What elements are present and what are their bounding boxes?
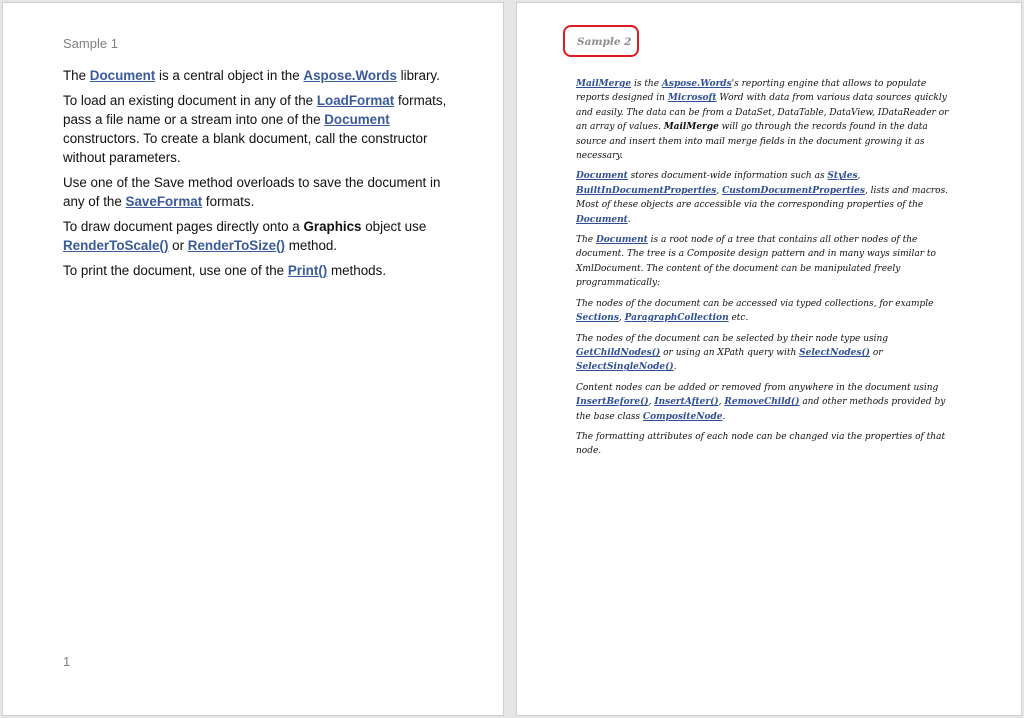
text: To load an existing document in any of the	[63, 93, 317, 108]
link-aspose-words[interactable]: Aspose.Words	[661, 79, 732, 89]
link-document[interactable]: Document	[576, 214, 628, 225]
paragraph	[63, 91, 453, 167]
document-page-1	[2, 2, 504, 716]
text: Use one of the Save method overloads to save the document in any of the	[63, 175, 441, 209]
text: .	[673, 362, 677, 373]
paragraph	[576, 169, 960, 227]
link-removechild[interactable]: RemoveChild()	[724, 397, 800, 408]
page-body	[576, 77, 960, 465]
text: etc.	[728, 313, 749, 324]
text: The nodes of the document can be selected by their node type using	[576, 333, 889, 344]
paragraph	[576, 233, 960, 291]
text: 's reporting engine that allows to populate reports designed in	[576, 79, 927, 104]
link-sections[interactable]: Sections	[576, 313, 619, 324]
link-styles[interactable]: Styles	[827, 171, 858, 182]
text: To print the document, use one of the	[63, 263, 288, 278]
text: ,	[857, 171, 861, 182]
paragraph	[576, 297, 960, 326]
paragraph	[576, 430, 960, 459]
text: stores document-wide information such as	[627, 171, 828, 182]
link-saveformat[interactable]: SaveFormat	[125, 194, 203, 209]
link-document[interactable]: Document	[89, 68, 156, 83]
text: ,	[716, 185, 723, 196]
link-document[interactable]: Document	[576, 171, 628, 182]
text: is a root node of a tree that contains all other nodes of the document. The tree is a Composite design pattern and in many ways similar to XmlDocument. The content of the document can be manipulated freely programmatically:	[576, 235, 936, 289]
link-print[interactable]: Print()	[287, 263, 328, 278]
link-selectsinglenode[interactable]: SelectSingleNode()	[576, 362, 674, 373]
text: The nodes of the document can be accessed via typed collections, for example	[576, 298, 934, 309]
text: is a central object in the	[155, 68, 304, 83]
text: and other methods provided by the base class	[576, 397, 946, 422]
text: ,	[718, 397, 725, 408]
text: or	[869, 347, 883, 358]
text: library.	[396, 68, 440, 83]
bold-text: MailMerge	[663, 122, 719, 133]
link-paragraph-collection[interactable]: ParagraphCollection	[624, 313, 729, 324]
text: will go through the records found in the data source and insert them into mail merge fields in the document growing it as necessary.	[576, 122, 928, 162]
link-custom-document-properties[interactable]: CustomDocumentProperties	[722, 185, 865, 196]
link-getchildnodes[interactable]: GetChildNodes()	[576, 347, 661, 358]
text: .	[722, 411, 726, 422]
text: The formatting attributes of each node can be changed via the properties of that node.	[576, 431, 946, 457]
paragraph	[63, 217, 453, 255]
text: formats.	[202, 194, 255, 209]
paragraph	[576, 77, 960, 163]
link-rendertosize[interactable]: RenderToSize()	[187, 238, 285, 253]
link-rendertoscale[interactable]: RenderToScale()	[63, 238, 169, 253]
link-mailmerge[interactable]: MailMerge	[576, 79, 632, 89]
text: method.	[285, 238, 338, 253]
link-document[interactable]: Document	[324, 112, 390, 127]
page-header: Sample 2	[577, 36, 632, 48]
text: or using an XPath query with	[660, 347, 800, 358]
document-page-2	[516, 2, 1022, 716]
paragraph	[63, 261, 453, 280]
text: Content nodes can be added or removed from anywhere in the document using	[576, 382, 939, 393]
page-header: Sample 1	[63, 36, 118, 51]
link-compositenode[interactable]: CompositeNode	[642, 411, 723, 422]
text: The	[576, 235, 596, 246]
text: .	[627, 214, 631, 225]
bold-text: Graphics	[303, 219, 362, 234]
text: , lists and macros. Most of these objects are accessible via the corresponding properties of the	[576, 185, 949, 211]
page-number: 1	[63, 654, 71, 669]
link-document[interactable]: Document	[596, 235, 648, 246]
link-selectnodes[interactable]: SelectNodes()	[799, 347, 870, 358]
paragraph	[576, 381, 960, 424]
text: ,	[648, 397, 655, 408]
text: formats, pass a file name or a stream into one of the	[63, 93, 447, 127]
link-insertbefore[interactable]: InsertBefore()	[576, 397, 649, 408]
text: object use	[361, 219, 427, 234]
link-microsoft[interactable]: Microsoft	[667, 93, 717, 104]
text: ,	[618, 313, 625, 324]
text: Word with data from various data sources quickly and easily. The data can be from a DataSet, DataTable, DataView, IDataReader or an array of values.	[576, 93, 949, 133]
link-loadformat[interactable]: LoadFormat	[316, 93, 395, 108]
text: The	[63, 68, 90, 83]
page-body	[63, 66, 453, 286]
text: is the	[631, 79, 662, 89]
text: constructors. To create a blank document, call the constructor without parameters.	[63, 131, 428, 165]
text: To draw document pages directly onto a	[63, 219, 304, 234]
link-aspose-words[interactable]: Aspose.Words	[303, 68, 397, 83]
paragraph	[63, 173, 453, 211]
link-builtin-document-properties[interactable]: BuiltInDocumentProperties	[576, 185, 717, 196]
text: methods.	[327, 263, 387, 278]
text: or	[168, 238, 188, 253]
link-insertafter[interactable]: InsertAfter()	[654, 397, 719, 408]
paragraph	[576, 332, 960, 375]
paragraph	[63, 66, 453, 85]
